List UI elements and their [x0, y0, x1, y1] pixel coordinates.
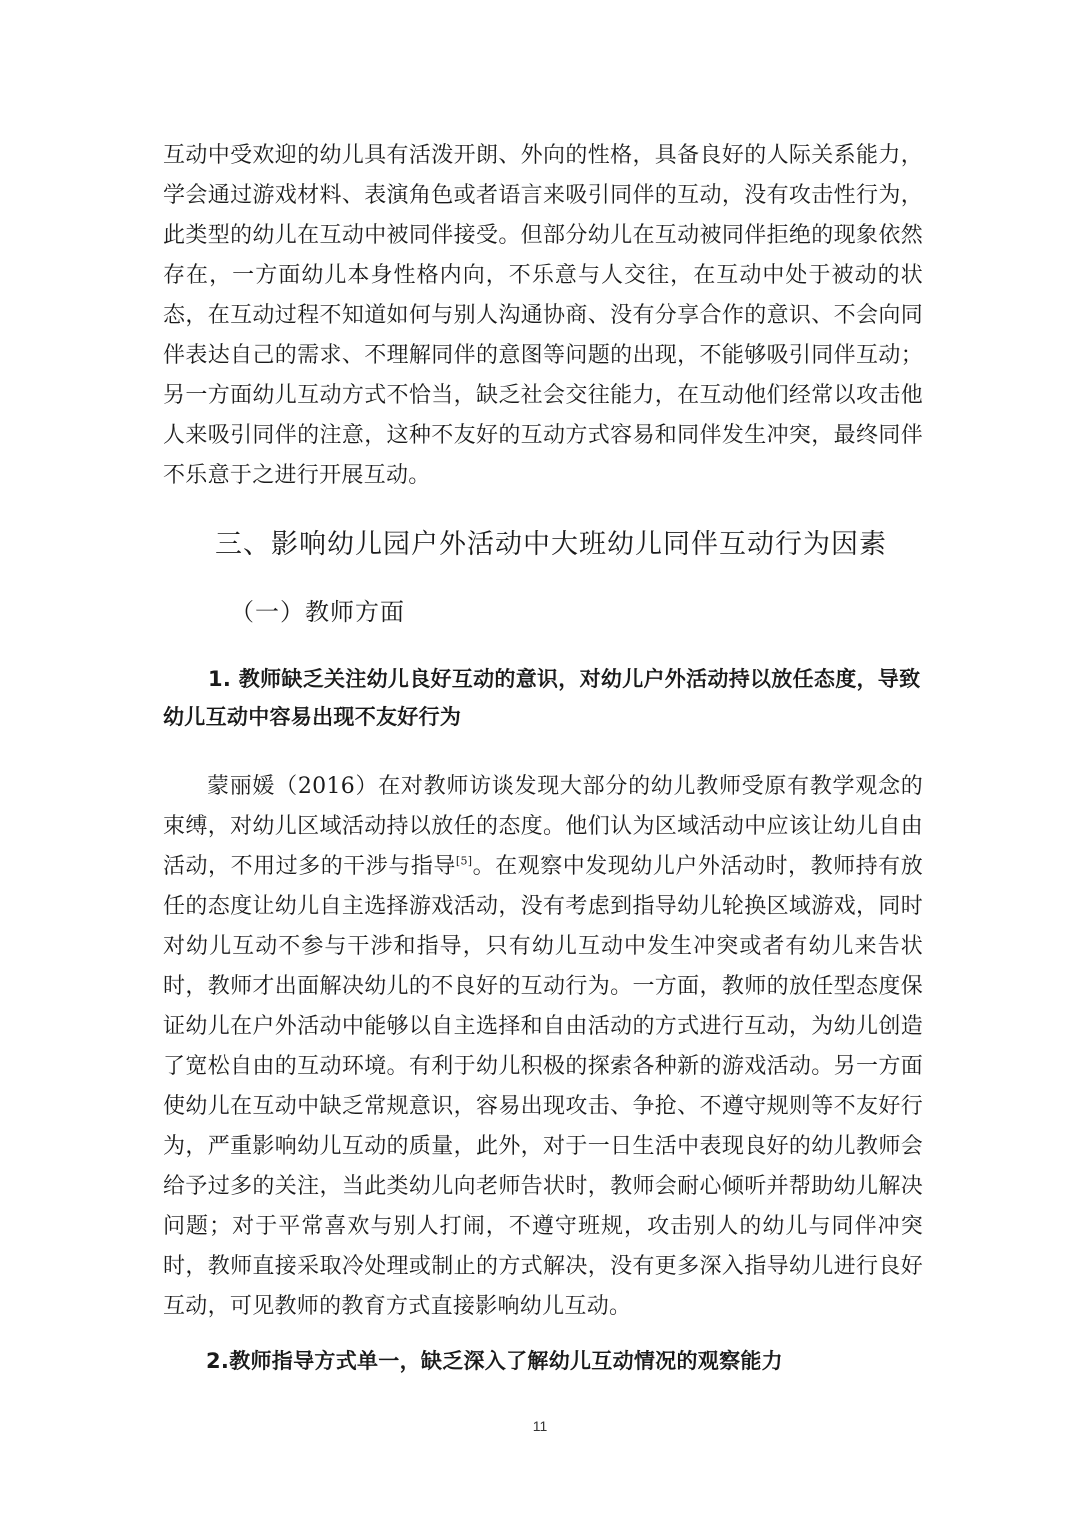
subsection-heading: （一）教师方面	[230, 598, 405, 626]
body-paragraph: 互动中受欢迎的幼儿具有活泼开朗、外向的性格，具备良好的人际关系能力，学会通过游戏材料、表演角色或者语言来吸引同伴的互动，没有攻击性行为，此类型的幼儿在互动中被同伴接受。但部分幼儿在互动被同伴拒绝的现象依然存在，一方面幼儿本身性格内向，不乐意与人交往，在互动中处于被动的状态，在互动过程不知道如何与别人沟通协商、没有分享合作的意识、不会向同伴表达自己的需求、不理解同伴的意图等问题的出现，不能够吸引同伴互动；另一方面幼儿互动方式不恰当，缺乏社会交往能力，在互动他们经常以攻击他人来吸引同伴的注意，这种不友好的互动方式容易和同伴发生冲突，最终同伴不乐意于之进行开展互动。	[163, 143, 923, 488]
paragraph-text: 。在观察中发现幼儿户外活动时，教师持有放任的态度让幼儿自主选择游戏活动，没有考虑到指导幼儿轮换区域游戏，同时对幼儿互动不参与干涉和指导，只有幼儿互动中发生冲突或者有幼儿来告状时，教师才出面解决幼儿的不良好的互动行为。一方面，教师的放任型态度保证幼儿在户外活动中能够以自主选择和自由活动的方式进行互动，为幼儿创造了宽松自由的互动环境。有利于幼儿积极的探索各种新的游戏活动。另一方面使幼儿在互动中缺乏常规意识，容易出现攻击、争抢、不遵守规则等不友好行为，严重影响幼儿互动的质量，此外，对于一日生活中表现良好的幼儿教师会给予过多的关注，当此类幼儿向老师告状时，教师会耐心倾听并帮助幼儿解决问题；对于平常喜欢与别人打闹，不遵守班规，攻击别人的幼儿与同伴冲突时，教师直接采取冷处理或制止的方式解决，没有更多深入指导幼儿进行良好互动，可见教师的教育方式直接影响幼儿互动。	[163, 854, 923, 1319]
page-number: 11	[532, 1418, 548, 1434]
paragraph-text: 蒙丽媛（2016）在对教师访谈发现大部分的幼儿教师受原有教学观念的束缚，对幼儿区域活动持以放任的态度。他们认为区域活动中应该让幼儿自由活动，不用过多的干涉与指导	[163, 774, 923, 879]
item-heading: 2.教师指导方式单一，缺乏深入了解幼儿互动情况的观察能力	[206, 1349, 783, 1373]
item-heading: 1. 教师缺乏关注幼儿良好互动的意识，对幼儿户外活动持以放任态度，导致幼儿互动中容易出现不友好行为	[163, 667, 921, 729]
body-paragraph	[163, 767, 923, 1327]
section-heading: 三、影响幼儿园户外活动中大班幼儿同伴互动行为因素	[215, 529, 887, 560]
citation-marker: [5]	[455, 854, 473, 868]
